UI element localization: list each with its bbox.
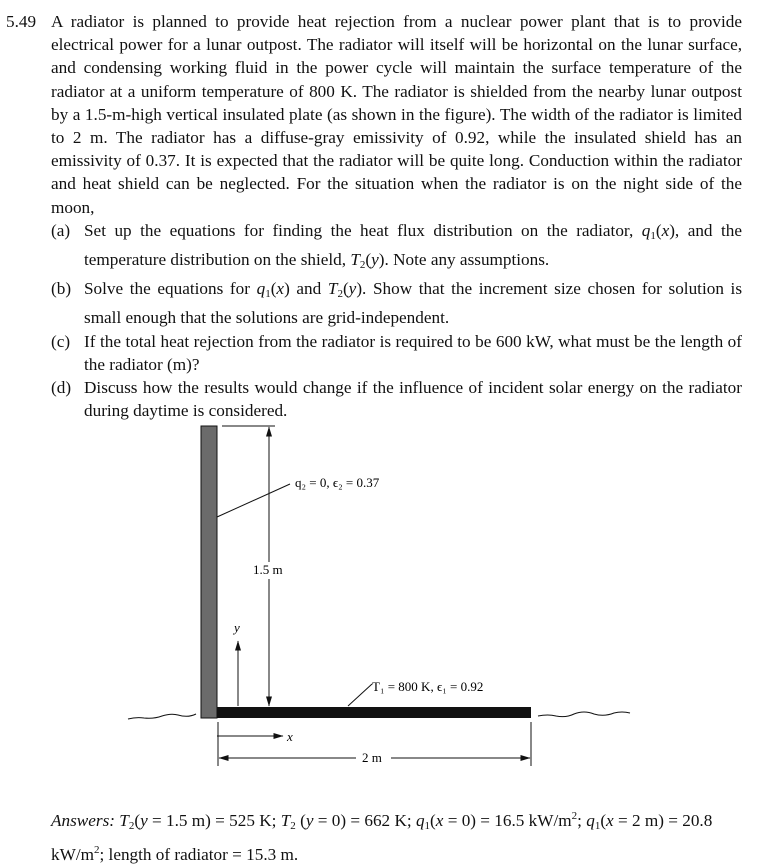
part-b-text: Solve the equations for $q_1(x)$ and $T_2(y)$. Show that the increment size chosen for solution is small enough that the solutions are grid-independent. [84,279,743,328]
shield-label: q₂ = 0, ϵ₂ = 0.37 [295,475,380,490]
ground-right [538,712,630,717]
part-c-label: (c) [51,331,71,351]
part-d-text: Discuss how the results would change if the influence of incident solar energy on the radiator during daytime is considered. [84,378,742,421]
x-axis-label: x [287,729,293,744]
part-a-text: Set up the equations for finding the heat flux distribution on the radiator, $q_1(x)$, and the temperature distribution on the shield, $T_2(y)$. Note any assumptions. [84,220,742,272]
radiator-leader [348,684,372,706]
problem-statement: A radiator is planned to provide heat rejection from a nuclear power plant that is to provide electrical power for a lunar outpost. The radiator will itself will be horizontal on the lunar surface, and condensing working fluid in the power cycle will maintain the surface temperature of the radiator at a uniform temperature of 800 K. The radiator is shielded from the nearby lunar outpost by a 1.5-m-high vertical insulated plate (as shown in the figure). The width of the radiator is limited to 2 m. The radiator has a diffuse-gray emissivity of 0.92, while the insulated shield has an emissivity of 0.37. It is expected that the radiator will be quite long. Conduction within the radiator and heat shield can be neglected. For the situation when the radiator is on the night side of the moon, [51,12,742,217]
height-label: 1.5 m [253,562,283,577]
shield-plate [201,426,217,718]
shield-leader [217,484,290,517]
ground-left [128,714,196,719]
width-label: 2 m [362,750,382,765]
problem-number: 5.49 [6,12,37,31]
part-c-text: If the total heat rejection from the radiator is required to be 600 kW, what must be the length of the radiator (m)? [84,331,742,374]
part-a-label: (a) [51,220,71,240]
part-d-label: (d) [51,378,72,398]
answers: Answers: $T_2(y = 1.5$ m) = 525 K; $T_2$ (y = 0) = 662 K; $q_1(x = 0) = 16.5$ $kW/m^2$; $q_1(x = 2$ m) = 20.8 $kW/m^2$; length of radiator = 15.3 m. [51,810,713,864]
radiator-label: T₁ = 800 K, ϵ₁ = 0.92 [372,679,484,694]
part-b-label: (b) [51,279,72,299]
y-axis-label: y [234,620,240,635]
radiator-plate [217,707,531,718]
